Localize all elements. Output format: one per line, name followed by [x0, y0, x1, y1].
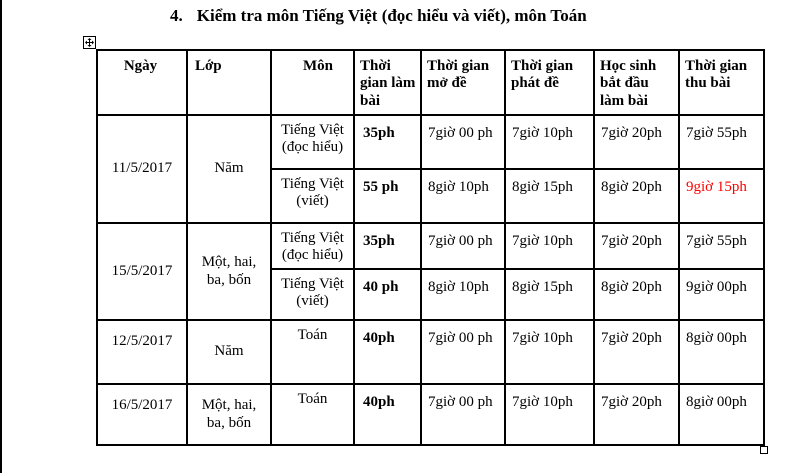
- section-title-text: Kiểm tra môn Tiếng Việt (đọc hiểu và viết), môn Toán: [196, 6, 587, 25]
- cell-open-time[interactable]: 8giờ 10ph: [421, 169, 505, 223]
- cell-collect-time[interactable]: 7giờ 55ph: [679, 115, 764, 169]
- cell-handout-time[interactable]: 8giờ 15ph: [505, 169, 594, 223]
- table-row: [97, 223, 764, 269]
- table-move-handle[interactable]: [83, 36, 96, 49]
- table-resize-handle[interactable]: [760, 446, 768, 454]
- cell-start-time[interactable]: 7giờ 20ph: [594, 223, 679, 269]
- cell-open-time[interactable]: 7giờ 00 ph: [421, 320, 505, 384]
- col-header-start-time[interactable]: Học sinh bắt đầu làm bài: [594, 50, 679, 115]
- cell-start-time[interactable]: 7giờ 20ph: [594, 115, 679, 169]
- section-number: 4.: [170, 6, 183, 25]
- cell-subject[interactable]: Tiếng Việt (đọc hiểu): [271, 223, 354, 269]
- cell-date[interactable]: 16/5/2017: [97, 384, 187, 445]
- cell-duration[interactable]: 40ph: [354, 384, 421, 445]
- cell-subject[interactable]: Toán: [271, 384, 354, 445]
- cell-subject[interactable]: Tiếng Việt (viết): [271, 169, 354, 223]
- cell-handout-time[interactable]: 7giờ 10ph: [505, 384, 594, 445]
- cell-grade[interactable]: Một, hai, ba, bốn: [187, 384, 271, 445]
- cell-subject[interactable]: Tiếng Việt (đọc hiểu): [271, 115, 354, 169]
- table-header-row: [97, 50, 764, 115]
- cell-handout-time[interactable]: 7giờ 10ph: [505, 320, 594, 384]
- cell-start-time[interactable]: 7giờ 20ph: [594, 384, 679, 445]
- cell-grade[interactable]: Năm: [187, 115, 271, 223]
- cell-duration[interactable]: 35ph: [354, 223, 421, 269]
- exam-schedule-table: [96, 49, 765, 446]
- col-header-duration[interactable]: Thời gian làm bài: [354, 50, 421, 115]
- cell-grade[interactable]: Một, hai, ba, bốn: [187, 223, 271, 320]
- cell-collect-time[interactable]: 8giờ 00ph: [679, 320, 764, 384]
- cell-date[interactable]: 15/5/2017: [97, 223, 187, 320]
- cell-collect-time[interactable]: 8giờ 00ph: [679, 384, 764, 445]
- col-header-open-time[interactable]: Thời gian mở đề: [421, 50, 505, 115]
- cell-subject[interactable]: Tiếng Việt (viết): [271, 269, 354, 320]
- cell-start-time[interactable]: 8giờ 20ph: [594, 169, 679, 223]
- cell-open-time[interactable]: 7giờ 00 ph: [421, 223, 505, 269]
- col-header-collect-time[interactable]: Thời gian thu bài: [679, 50, 764, 115]
- text-boundary-line: [0, 0, 2, 473]
- cell-duration[interactable]: 40ph: [354, 320, 421, 384]
- cell-grade[interactable]: Năm: [187, 320, 271, 384]
- table-row: [97, 384, 764, 445]
- cell-handout-time[interactable]: 8giờ 15ph: [505, 269, 594, 320]
- four-way-arrow-icon: [85, 38, 94, 47]
- section-title[interactable]: [170, 6, 587, 26]
- col-header-subject[interactable]: Môn: [271, 50, 354, 115]
- cell-collect-time[interactable]: 9giờ 00ph: [679, 269, 764, 320]
- cell-subject[interactable]: Toán: [271, 320, 354, 384]
- cell-start-time[interactable]: 8giờ 20ph: [594, 269, 679, 320]
- cell-open-time[interactable]: 8giờ 10ph: [421, 269, 505, 320]
- col-header-date[interactable]: Ngày: [97, 50, 187, 115]
- cell-collect-time-highlighted[interactable]: 9giờ 15ph: [679, 169, 764, 223]
- table-row: [97, 115, 764, 169]
- cell-date[interactable]: 12/5/2017: [97, 320, 187, 384]
- cell-start-time[interactable]: 7giờ 20ph: [594, 320, 679, 384]
- table-row: [97, 320, 764, 384]
- cell-duration[interactable]: 35ph: [354, 115, 421, 169]
- cell-collect-time[interactable]: 7giờ 55ph: [679, 223, 764, 269]
- cell-duration[interactable]: 55 ph: [354, 169, 421, 223]
- col-header-grade[interactable]: Lớp: [187, 50, 271, 115]
- col-header-handout-time[interactable]: Thời gian phát đề: [505, 50, 594, 115]
- cell-date[interactable]: 11/5/2017: [97, 115, 187, 223]
- cell-handout-time[interactable]: 7giờ 10ph: [505, 115, 594, 169]
- cell-handout-time[interactable]: 7giờ 10ph: [505, 223, 594, 269]
- cell-duration[interactable]: 40 ph: [354, 269, 421, 320]
- cell-open-time[interactable]: 7giờ 00 ph: [421, 384, 505, 445]
- cell-open-time[interactable]: 7giờ 00 ph: [421, 115, 505, 169]
